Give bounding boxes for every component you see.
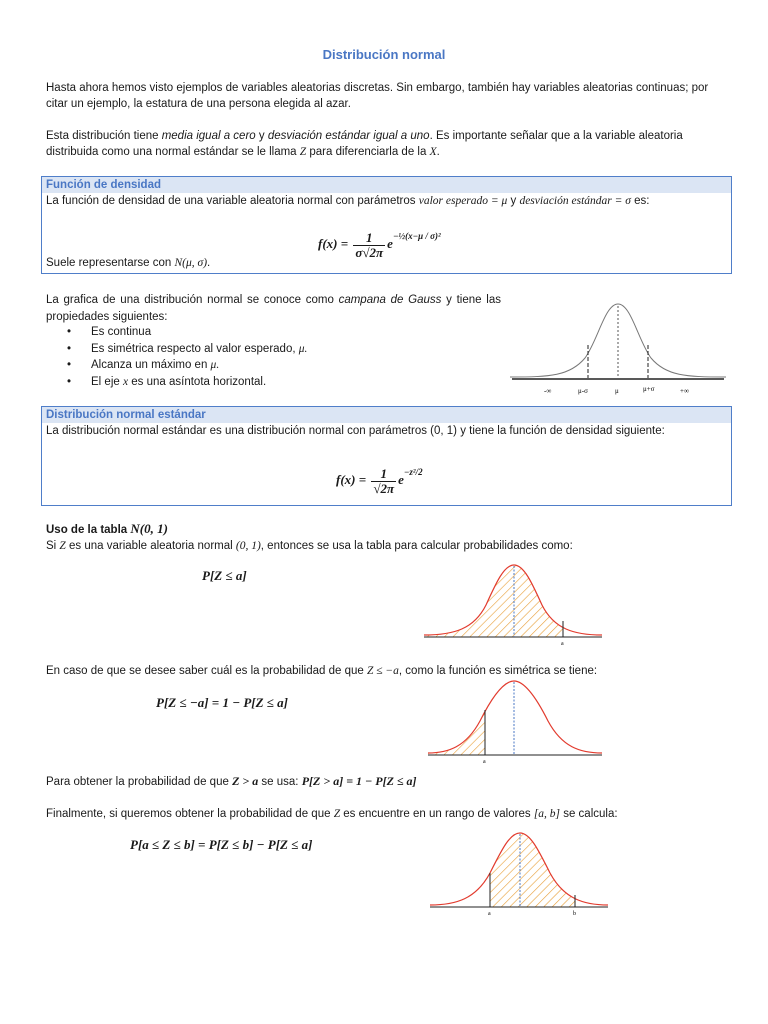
- density-formula: [318, 219, 441, 260]
- plot-left-tail: [424, 555, 602, 645]
- text-run: , como la función es simétrica se tiene:: [398, 665, 598, 677]
- text-run: y: [255, 130, 268, 142]
- gauss-bell-figure: [510, 298, 726, 398]
- greater-than-paragraph: [46, 773, 724, 790]
- bell-curve: [428, 681, 602, 753]
- list-item-text: Es continua: [91, 326, 152, 338]
- text-run: Suele representarse con: [46, 257, 175, 269]
- list-item-math: μ.: [210, 359, 220, 371]
- formula-fraction: [353, 231, 385, 260]
- text-run: se calcula:: [560, 808, 618, 820]
- plot-label-b: b: [573, 911, 576, 917]
- text-run: .: [207, 257, 211, 269]
- emphasis-gauss: campana de Gauss: [338, 294, 442, 306]
- formula-p-z-le-a: P[Z ≤ a]: [202, 568, 247, 583]
- text-run: Si: [46, 540, 60, 552]
- list-item: [46, 324, 501, 341]
- heading-math: N(0, 1): [130, 521, 168, 536]
- emphasis-stddev: desviación estándar igual a uno: [267, 130, 430, 142]
- inline-formula: P[Z > a] = 1 − P[Z ≤ a]: [301, 774, 417, 788]
- formula-fraction: [371, 467, 396, 496]
- table-use-heading: [46, 521, 168, 537]
- text-run: En caso de que se desee saber cuál es la probabilidad de que: [46, 665, 367, 677]
- text-run: es encuentre en un rango de valores: [340, 808, 534, 820]
- density-footer: [42, 255, 214, 271]
- fraction-numerator: 1: [371, 467, 396, 482]
- text-run: para diferenciarla de la: [306, 146, 430, 158]
- var-x: X: [429, 146, 437, 158]
- standard-paragraph: [46, 128, 724, 160]
- formula-symmetry: P[Z ≤ −a] = 1 − P[Z ≤ a]: [156, 695, 289, 710]
- param-expected: valor esperado = μ: [418, 195, 508, 207]
- text-run: se usa:: [258, 776, 302, 788]
- plot-label-a: a: [483, 759, 486, 765]
- shaded-area: [428, 681, 602, 755]
- gauss-properties-list: [46, 324, 501, 390]
- gauss-intro: [46, 292, 501, 325]
- axis-label-mu: μ: [615, 387, 619, 395]
- inline-math: Z > a: [232, 774, 259, 788]
- axis-label-mu-plus-sigma: μ+σ: [643, 385, 655, 393]
- notation-n: N(μ, σ): [174, 257, 208, 269]
- text-run: y: [507, 195, 520, 207]
- axis-label-mu-minus-sigma: μ-σ: [578, 387, 588, 395]
- var-z: Z: [299, 146, 307, 158]
- density-box-line: [42, 193, 731, 209]
- text-run: La grafica de una distribución normal se conoce como: [46, 294, 339, 306]
- list-item-text: Alcanza un máximo en: [91, 359, 211, 371]
- axis-label-pos-inf: +∞: [680, 387, 689, 395]
- formula-exp-base: e: [398, 472, 404, 487]
- list-item-text: es una asíntota horizontal.: [128, 375, 267, 388]
- intro-paragraph: Hasta ahora hemos visto ejemplos de variables aleatorias discretas. Sin embargo, también hay variables aleatorias continuas; por citar un ejemplo, la estatura de una persona elegida al azar.: [46, 82, 709, 110]
- range-paragraph: [46, 806, 724, 822]
- formula-lhs: f(x) =: [318, 236, 352, 251]
- list-item-math: μ.: [298, 342, 308, 355]
- text-run: , entonces se usa la tabla para calcular probabilidades como:: [260, 540, 573, 552]
- plot-label-a: a: [561, 641, 564, 645]
- plot-label-a: a: [488, 911, 491, 917]
- emphasis-mean: media igual a cero: [161, 130, 256, 142]
- plot-negative-tail: [428, 677, 602, 767]
- standard-formula: [336, 455, 423, 496]
- formula-range: P[a ≤ Z ≤ b] = P[Z ≤ b] − P[Z ≤ a]: [130, 837, 313, 852]
- fraction-denominator: σ√2π: [355, 244, 384, 260]
- list-item-math: x: [122, 375, 129, 388]
- text-run: .: [436, 146, 440, 158]
- var-z: Z: [59, 540, 66, 552]
- text-run: es:: [630, 195, 650, 207]
- shaded-area: [430, 833, 608, 907]
- table-use-line: [46, 538, 724, 554]
- standard-box-text: La distribución normal estándar es una distribución normal con parámetros (0, 1) y tiene la función de densidad siguiente:: [46, 425, 665, 437]
- list-item: [46, 357, 501, 374]
- inline-math: Z ≤ −a: [366, 665, 399, 677]
- standard-box-header: Distribución normal estándar: [42, 407, 731, 423]
- param-stddev: desviación estándar = σ: [519, 195, 631, 207]
- formula-exp-base: e: [387, 236, 393, 251]
- shaded-area: [424, 565, 602, 637]
- list-item: [46, 341, 501, 358]
- params: (0, 1): [235, 540, 261, 552]
- text-run: es una variable aleatoria normal: [65, 540, 236, 552]
- formula-exponent: −½(x−μ / σ)²: [392, 231, 441, 241]
- axis-label-neg-inf: -∞: [544, 387, 552, 395]
- list-item-text: El eje: [91, 375, 123, 388]
- formula-exponent: −z²/2: [403, 467, 423, 477]
- density-box: [41, 176, 732, 274]
- var-z: Z: [333, 808, 341, 820]
- formula-lhs: f(x) =: [336, 472, 370, 487]
- page-title: Distribución normal: [322, 47, 446, 62]
- negative-paragraph: [46, 663, 724, 679]
- text-run: Para obtener la probabilidad de que: [46, 776, 233, 788]
- fraction-denominator: √2π: [373, 480, 395, 496]
- text-run: Esta distribución tiene: [46, 130, 162, 142]
- heading-text: Uso de la tabla: [46, 524, 131, 536]
- list-item: [46, 374, 501, 391]
- text-run: . Es importante señalar que a la variable aleatoria distribuida como una normal estándar se le llama: [46, 130, 683, 158]
- standard-normal-box: [41, 406, 732, 506]
- text-run: La función de densidad de una variable aleatoria normal con parámetros: [46, 195, 419, 207]
- text-run: y tiene las propiedades siguientes:: [46, 294, 501, 323]
- density-box-header: Función de densidad: [42, 177, 731, 193]
- list-item-text: Es simétrica respecto al valor esperado,: [91, 342, 299, 355]
- inline-math: [a, b]: [533, 808, 561, 820]
- fraction-numerator: 1: [353, 231, 385, 246]
- plot-range: [430, 825, 608, 917]
- text-run: Finalmente, si queremos obtener la probabilidad de que: [46, 808, 334, 820]
